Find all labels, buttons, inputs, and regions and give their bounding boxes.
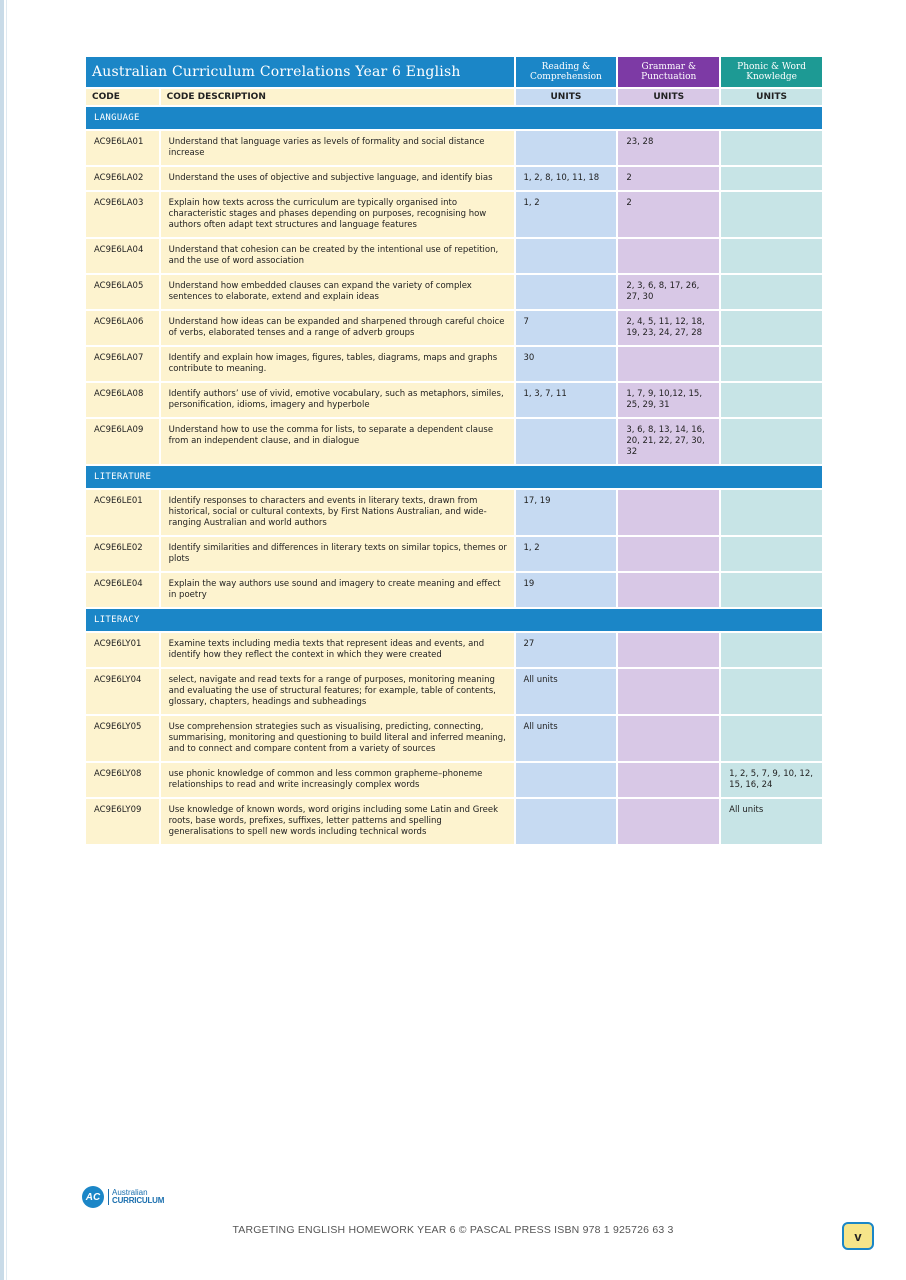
units-phonic <box>721 383 822 417</box>
table-row <box>86 275 822 309</box>
units-grammar: 3, 6, 8, 13, 14, 16, 20, 21, 22, 27, 30, 32 <box>618 419 719 464</box>
table-row <box>86 763 822 797</box>
units-label-phonic: UNITS <box>721 89 822 105</box>
page-footer: TARGETING ENGLISH HOMEWORK YEAR 6 © PASCAL PRESS ISBN 978 1 925726 63 3 <box>232 1224 674 1236</box>
page-edge-stripe <box>0 0 4 1280</box>
australian-curriculum-logo <box>82 1186 164 1208</box>
code-description: Examine texts including media texts that represent ideas and events, and identify how they reflect the context in which they were created <box>161 633 514 667</box>
units-reading: 1, 3, 7, 11 <box>516 383 617 417</box>
units-reading <box>516 131 617 165</box>
table-row <box>86 239 822 273</box>
units-reading: All units <box>516 716 617 761</box>
code-description: Understand how ideas can be expanded and sharpened through careful choice of verbs, elaborated tenses and a range of adverb groups <box>161 311 514 345</box>
units-reading: All units <box>516 669 617 714</box>
units-reading: 19 <box>516 573 617 607</box>
code-description: Use knowledge of known words, word origins including some Latin and Greek roots, base words, prefixes, suffixes, letter patterns and spelling generalisations to spell new words including technical words <box>161 799 514 844</box>
units-grammar <box>618 669 719 714</box>
units-phonic <box>721 490 822 535</box>
logo-wordmark <box>108 1189 164 1205</box>
units-reading: 1, 2 <box>516 192 617 237</box>
curriculum-code: AC9E6LA01 <box>86 131 159 165</box>
code-description: Understand the uses of objective and subjective language, and identify bias <box>161 167 514 190</box>
units-reading: 1, 2, 8, 10, 11, 18 <box>516 167 617 190</box>
column-header-grammar: Grammar & Punctuation <box>618 57 719 87</box>
units-phonic <box>721 192 822 237</box>
units-phonic <box>721 131 822 165</box>
table-row <box>86 192 822 237</box>
curriculum-code: AC9E6LY04 <box>86 669 159 714</box>
units-phonic <box>721 669 822 714</box>
units-reading: 1, 2 <box>516 537 617 571</box>
curriculum-code: AC9E6LY09 <box>86 799 159 844</box>
units-grammar <box>618 716 719 761</box>
curriculum-code: AC9E6LA05 <box>86 275 159 309</box>
section-title: LITERACY <box>86 609 822 631</box>
code-description: Understand how embedded clauses can expand the variety of complex sentences to elaborate, extend and explain ideas <box>161 275 514 309</box>
column-header-phonic: Phonic & Word Knowledge <box>721 57 822 87</box>
code-description: Explain how texts across the curriculum are typically organised into characteristic stages and phases depending on purposes, recognising how authors often adapt text structures and language features <box>161 192 514 237</box>
code-description: Identify responses to characters and events in literary texts, drawn from historical, social or cultural contexts, by First Nations Australian, and wide-ranging Australian and world authors <box>161 490 514 535</box>
code-description: Explain the way authors use sound and imagery to create meaning and effect in poetry <box>161 573 514 607</box>
table-row <box>86 633 822 667</box>
units-grammar: 2, 3, 6, 8, 17, 26, 27, 30 <box>618 275 719 309</box>
table-row <box>86 311 822 345</box>
curriculum-code: AC9E6LA08 <box>86 383 159 417</box>
page-number: v <box>842 1222 874 1250</box>
units-phonic <box>721 716 822 761</box>
curriculum-code: AC9E6LA02 <box>86 167 159 190</box>
table-row <box>86 167 822 190</box>
code-label: CODE <box>86 89 159 105</box>
units-grammar: 2 <box>618 192 719 237</box>
curriculum-code: AC9E6LA07 <box>86 347 159 381</box>
units-reading <box>516 275 617 309</box>
curriculum-code: AC9E6LA03 <box>86 192 159 237</box>
units-grammar <box>618 347 719 381</box>
table-row <box>86 799 822 844</box>
code-description: Use comprehension strategies such as visualising, predicting, connecting, summarising, monitoring and questioning to build literal and inferred meaning, and to connect and compare content from a variety of sources <box>161 716 514 761</box>
correlation-table <box>84 55 824 846</box>
section-title: LITERATURE <box>86 466 822 488</box>
section-header-row <box>86 466 822 488</box>
units-phonic: All units <box>721 799 822 844</box>
units-grammar <box>618 537 719 571</box>
page-edge-line <box>6 0 7 1280</box>
units-grammar <box>618 573 719 607</box>
table-row <box>86 669 822 714</box>
logo-badge: AC <box>82 1186 104 1208</box>
curriculum-code: AC9E6LE02 <box>86 537 159 571</box>
units-phonic <box>721 167 822 190</box>
table-row <box>86 573 822 607</box>
units-reading: 7 <box>516 311 617 345</box>
units-grammar <box>618 799 719 844</box>
units-phonic <box>721 419 822 464</box>
curriculum-code: AC9E6LA06 <box>86 311 159 345</box>
units-phonic <box>721 275 822 309</box>
table-row <box>86 347 822 381</box>
units-phonic <box>721 537 822 571</box>
code-description: use phonic knowledge of common and less common grapheme–phoneme relationships to read and write increasingly complex words <box>161 763 514 797</box>
code-description: Understand that language varies as levels of formality and social distance increase <box>161 131 514 165</box>
table-row <box>86 419 822 464</box>
units-reading <box>516 763 617 797</box>
units-label-reading: UNITS <box>516 89 617 105</box>
logo-line-2: CURRICULUM <box>112 1196 165 1205</box>
units-phonic <box>721 239 822 273</box>
description-label: CODE DESCRIPTION <box>161 89 514 105</box>
units-reading <box>516 239 617 273</box>
units-phonic <box>721 347 822 381</box>
table-row <box>86 537 822 571</box>
column-header-reading: Reading & Comprehension <box>516 57 617 87</box>
curriculum-code: AC9E6LA04 <box>86 239 159 273</box>
units-label-grammar: UNITS <box>618 89 719 105</box>
table-row <box>86 131 822 165</box>
code-description: Identify and explain how images, figures, tables, diagrams, maps and graphs contribute to meaning. <box>161 347 514 381</box>
units-grammar: 1, 7, 9, 10,12, 15, 25, 29, 31 <box>618 383 719 417</box>
units-phonic <box>721 633 822 667</box>
curriculum-code: AC9E6LY08 <box>86 763 159 797</box>
units-grammar: 2 <box>618 167 719 190</box>
section-title: LANGUAGE <box>86 107 822 129</box>
section-header-row <box>86 107 822 129</box>
table-row <box>86 383 822 417</box>
units-grammar <box>618 763 719 797</box>
logo-line-1: Australian <box>112 1188 148 1197</box>
code-description: Understand that cohesion can be created by the intentional use of repetition, and the use of word association <box>161 239 514 273</box>
units-phonic <box>721 573 822 607</box>
units-grammar <box>618 239 719 273</box>
code-description: Identify similarities and differences in literary texts on similar topics, themes or plots <box>161 537 514 571</box>
units-grammar <box>618 490 719 535</box>
units-phonic: 1, 2, 5, 7, 9, 10, 12, 15, 16, 24 <box>721 763 822 797</box>
units-reading <box>516 419 617 464</box>
units-reading: 17, 19 <box>516 490 617 535</box>
section-header-row <box>86 609 822 631</box>
units-reading <box>516 799 617 844</box>
units-grammar <box>618 633 719 667</box>
units-reading: 27 <box>516 633 617 667</box>
units-grammar: 23, 28 <box>618 131 719 165</box>
curriculum-code: AC9E6LA09 <box>86 419 159 464</box>
units-phonic <box>721 311 822 345</box>
table-row <box>86 490 822 535</box>
code-description: Understand how to use the comma for lists, to separate a dependent clause from an independent clause, and in dialogue <box>161 419 514 464</box>
code-description: select, navigate and read texts for a range of purposes, monitoring meaning and evaluating the use of structural features; for example, table of contents, glossary, chapters, headings and subheadings <box>161 669 514 714</box>
curriculum-code: AC9E6LY01 <box>86 633 159 667</box>
units-grammar: 2, 4, 5, 11, 12, 18, 19, 23, 24, 27, 28 <box>618 311 719 345</box>
units-reading: 30 <box>516 347 617 381</box>
curriculum-code: AC9E6LY05 <box>86 716 159 761</box>
curriculum-code: AC9E6LE04 <box>86 573 159 607</box>
code-description: Identify authors’ use of vivid, emotive vocabulary, such as metaphors, similes, personification, idioms, imagery and hyperbole <box>161 383 514 417</box>
curriculum-code: AC9E6LE01 <box>86 490 159 535</box>
table-row <box>86 716 822 761</box>
table-title: Australian Curriculum Correlations Year 6 English <box>86 57 514 87</box>
